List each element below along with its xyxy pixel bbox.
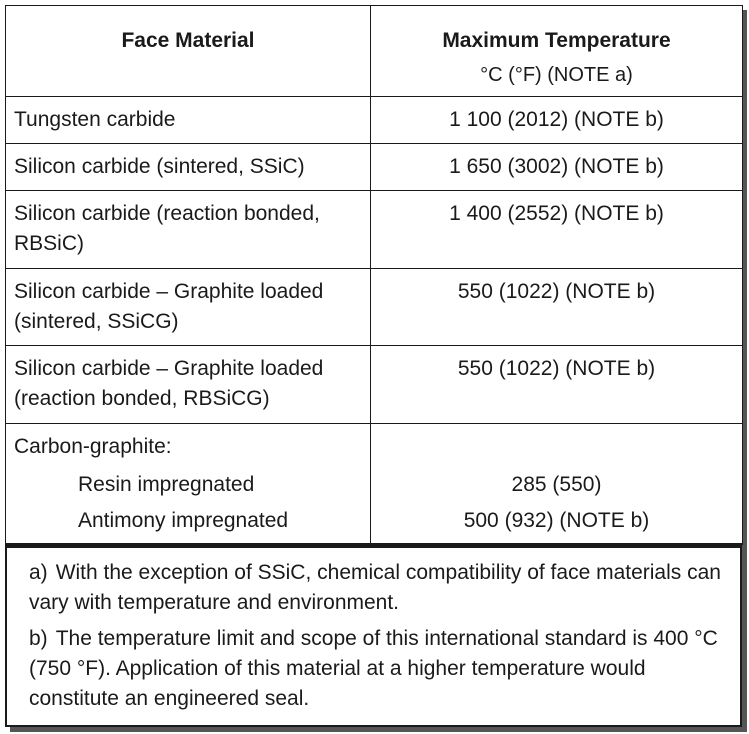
carbon-sub-item: Antimony impregnated [78, 509, 289, 532]
note-text: With the exception of SSiC, chemical compatibility of face materials can vary with temperature and environment. [29, 561, 721, 614]
note-a [29, 558, 722, 618]
temperature-cell: 1 400 (2552) (NOTE b) [371, 191, 743, 269]
header-maximum-temperature [371, 6, 743, 97]
note-tag: a) [29, 561, 48, 584]
temperature-cell-carbon-graphite [371, 424, 743, 545]
table-row [6, 97, 743, 144]
frame-shadow-bottom [10, 727, 747, 732]
table-header-row [6, 6, 743, 97]
temperature-cell: 550 (1022) (NOTE b) [371, 346, 743, 424]
table-notes [5, 548, 742, 727]
carbon-sub-item: Resin impregnated [78, 473, 255, 496]
header-face-material [6, 6, 371, 97]
temperature-cell: 1 100 (2012) (NOTE b) [371, 97, 743, 144]
note-b [29, 624, 722, 714]
table-row-carbon-graphite [6, 424, 743, 545]
table-row [6, 269, 743, 346]
table-row [6, 191, 743, 269]
table-row [6, 346, 743, 424]
header-temperature-unit: °C (°F) (NOTE a) [480, 64, 633, 86]
material-cell: Silicon carbide – Graphite loaded (sintered, SSiCG) [6, 269, 371, 346]
table-row [6, 144, 743, 191]
note-tag: b) [29, 627, 48, 650]
face-material-table [5, 5, 743, 545]
temperature-cell: 550 (1022) (NOTE b) [371, 269, 743, 346]
material-cell: Silicon carbide (reaction bonded, RBSiC) [6, 191, 371, 269]
header-temperature-label: Maximum Temperature [442, 29, 671, 52]
material-cell: Tungsten carbide [6, 97, 371, 144]
carbon-graphite-label: Carbon-graphite: [14, 435, 172, 458]
note-text: The temperature limit and scope of this international standard is 400 °C (750 °F). Application of this material at a higher temperature would constitute an engineered seal. [29, 627, 718, 710]
material-cell-carbon-graphite [6, 424, 371, 545]
carbon-sub-temperature: 500 (932) (NOTE b) [463, 509, 650, 532]
carbon-sub-temperature: 285 (550) [511, 473, 602, 496]
material-cell: Silicon carbide (sintered, SSiC) [6, 144, 371, 191]
temperature-cell: 1 650 (3002) (NOTE b) [371, 144, 743, 191]
header-face-material-label: Face Material [121, 29, 255, 52]
material-cell: Silicon carbide – Graphite loaded (reaction bonded, RBSiCG) [6, 346, 371, 424]
